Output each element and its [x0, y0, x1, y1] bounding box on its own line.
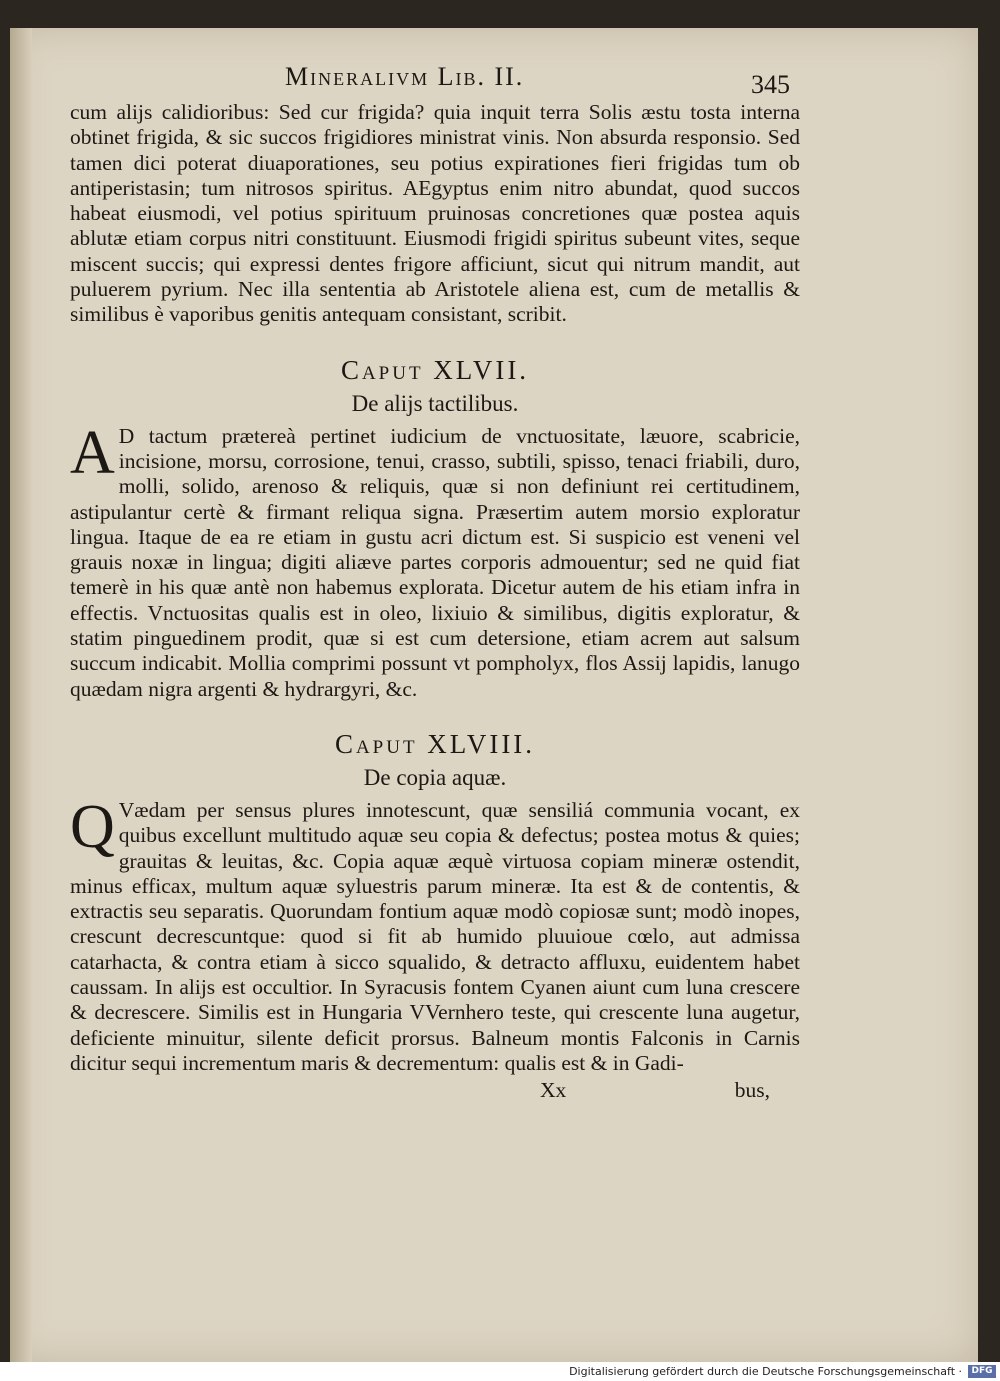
- page-gutter: [10, 28, 32, 1362]
- book-page: [10, 28, 978, 1362]
- chapter-47-subtitle: De alijs tactilibus.: [351, 390, 519, 416]
- chapter-48-subtitle: De copia aquæ.: [363, 764, 507, 790]
- catchword: bus,: [734, 1078, 770, 1103]
- intro-paragraph: cum alijs calidioribus: Sed cur frigida? quia inquit terra Solis æstu tosta interna obtinet frigida, & sic succos frigidiores ministrat vinis. Non absurda responsio. Sed tamen dici poterat diuaporationes, seu potius expirationes fieri frigidas tum ob antiperistasin; tum nitrosos spiritus. AEgyptus enim nitro abundat, quod succos habeat eiusmodi, vel potius spirituum pruinosas concretiones quæ postea aquis ablutæ etiam corpus nitri constituunt. Eiusmodi frigidi spiritus subeunt vites, seque miscent succis; qui expressi dentes frigore afficiunt, sicut qui nitrum mandit, aut puluerem pyrium. Nec illa sententia ab Aristotele aliena est, cum de metallis & similibus è vaporibus genitis antequam consistant, scribit.: [70, 100, 800, 327]
- catchword-row: [70, 1078, 800, 1104]
- chapter-47-text: D tactum prætereà pertinet iudicium de vnctuositate, læuore, scabricie, incisione, morsu, corrosione, tenui, crasso, subtili, spisso, tenaci friabili, duro, molli, solido, arenoso & reliquis, quæ si non definiunt rei certitudinem, astipulantur certè & firmant reliqua signa. Præsertim autem morsio exploratur lingua. Itaque de ea re etiam in gustu acri dictum est. Si suspicio est veneni vel grauis noxæ in lingua; digiti aliæve partes corporis admouentur; sed ne quid fiat temerè in his quæ antè non habemus explorata. Dicetur autem de his etiam infra in effectis. Vnctuositas qualis est in oleo, lixiuio & similibus, digitis exploratur, & statim pinguedinem prodit, quæ si est cum detersione, etiam acrem aut salsum succum indicabit. Mollia comprimi possunt vt pompholyx, flos Assij lapidis, lanugo quædam nigra argenti & hydrargyri, &c.: [70, 423, 800, 701]
- chapter-47-paragraph: [70, 418, 800, 702]
- body-text: [70, 100, 800, 1104]
- chapter-48-text: Vædam per sensus plures innotescunt, quæ sensiliá communia vocant, ex quibus excellunt multitudo aquæ seu copia & defectus; postea motus & quies; grauitas & leuitas, &c. Copia aquæ æquè virtuosa copiam mineræ ostendit, minus efficax, multum aquæ syluestris parum mineræ. Ita est & de contentis, & extractis seu separatis. Quorundam fontium aquæ modò copiosæ sunt; modò inopes, crescunt decrescuntque: quod si fit ab humido pluuioue cœlo, aut admissa catarhacta, & contra etiam à sicco squalido, & detracto affluxu, euidentem habet caussam. In alijs est occultior. In Syracusis fontem Cyanen aiunt cum luna crescere & decrescere. Similis est in Hungaria VVernhero teste, qui crescente luna augetur, deficiente minuitur, silente deficit prorsus. Balneum montis Falconis in Carnis dicitur sequi incrementum maris & decrementum: qualis est & in Gadi-: [70, 797, 800, 1075]
- chapter-48-initial: Q: [70, 792, 115, 861]
- chapter-47-title: Caput XLVII.: [340, 354, 530, 385]
- funding-credit: Digitalisierung gefördert durch die Deutsche Forschungsgemeinschaft ·: [569, 1365, 962, 1378]
- chapter-47-initial: A: [70, 418, 115, 487]
- running-title: Mineralivm Lib. II.: [285, 62, 525, 91]
- chapter-48-paragraph: [70, 792, 800, 1076]
- dfg-logo: DFG: [968, 1365, 996, 1378]
- page-header: [10, 62, 978, 102]
- footer-bar: [0, 1362, 1000, 1381]
- signature-mark: Xx: [540, 1078, 567, 1103]
- chapter-48-title: Caput XLVIII.: [334, 728, 536, 759]
- page-number: 345: [751, 70, 790, 99]
